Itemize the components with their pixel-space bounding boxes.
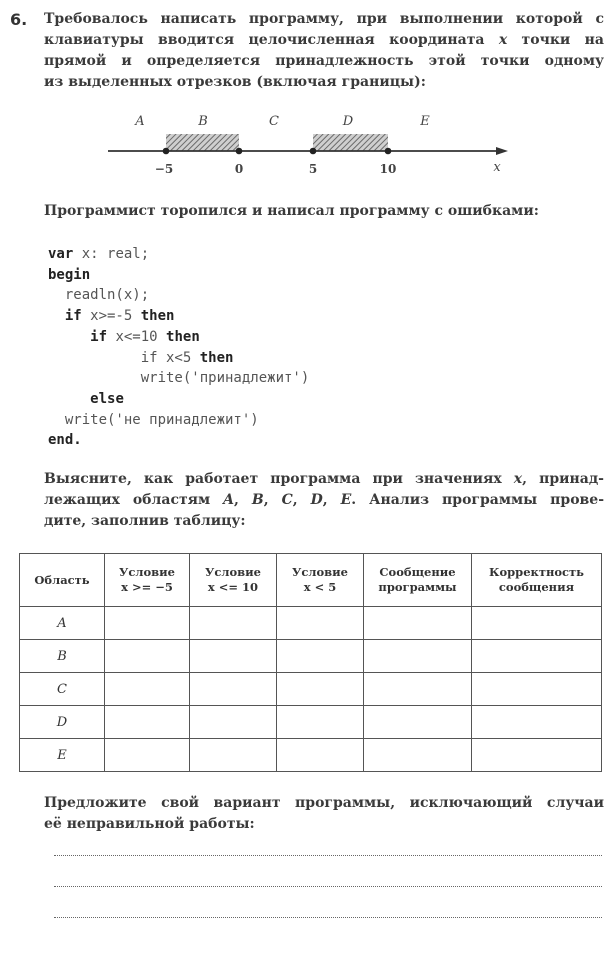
table-row	[20, 607, 602, 640]
answer-cell[interactable]	[472, 607, 602, 640]
row-area-label: D	[20, 706, 105, 739]
intro-line-2: клавиатуры вводится целочисленная координата x точки на	[44, 32, 604, 48]
point-5	[310, 148, 317, 155]
region-label-a: A	[135, 114, 145, 129]
instruction	[44, 469, 604, 532]
answer-line[interactable]	[54, 917, 602, 918]
code-keyword: var	[48, 246, 74, 262]
axis-label-x: x	[493, 160, 501, 175]
code-text: x: real;	[73, 246, 150, 262]
instruction-line-3: дите, заполнив таблицу:	[44, 513, 246, 529]
table-header-cell: Сообщение программы	[364, 554, 472, 607]
code-keyword: end.	[48, 432, 82, 449]
answer-cell[interactable]	[364, 673, 472, 706]
instruction-line-1: Выясните, как работает программа при значениях x, принад-	[44, 471, 604, 487]
table-header-cell: Область	[20, 554, 105, 607]
point-0	[236, 148, 243, 155]
code-text: x>=-5	[81, 308, 141, 325]
table-header-cell: Условие x < 5	[277, 554, 364, 607]
region-label-e: E	[420, 114, 430, 129]
analysis-table	[19, 553, 602, 772]
tick-label-minus-5: −5	[154, 162, 174, 176]
number-line-figure	[0, 100, 608, 185]
table-row	[20, 739, 602, 772]
region-label-c: C	[269, 114, 279, 129]
answer-cell[interactable]	[105, 607, 190, 640]
code-text: if x<5	[140, 349, 200, 366]
intro-line-4: из выделенных отрезков (включая границы):	[44, 74, 426, 90]
answer-cell[interactable]	[190, 607, 277, 640]
table-header-cell: Корректность сообщения	[472, 554, 602, 607]
code-keyword: then	[140, 308, 175, 325]
code-keyword: begin	[48, 266, 91, 283]
table-header-cell: Условие x <= 10	[190, 554, 277, 607]
math-variable: x	[498, 32, 508, 48]
tick-label-10: 10	[379, 162, 397, 176]
answer-cell[interactable]	[472, 706, 602, 739]
region-label-b: B	[198, 114, 208, 129]
answer-cell[interactable]	[277, 607, 364, 640]
answer-cell[interactable]	[105, 673, 190, 706]
segment-d	[313, 134, 388, 151]
code-listing	[48, 244, 309, 451]
answer-cell[interactable]	[364, 706, 472, 739]
tick-label-0: 0	[234, 162, 244, 176]
answer-cell[interactable]	[472, 739, 602, 772]
math-variable: E	[340, 492, 352, 508]
table-row	[20, 706, 602, 739]
intro-line-3: прямой и определяется принадлежность этой точки одному	[44, 53, 604, 69]
table-header-cell: Условие x >= −5	[105, 554, 190, 607]
answer-cell[interactable]	[190, 706, 277, 739]
code-keyword: then	[199, 349, 234, 366]
answer-cell[interactable]	[364, 640, 472, 673]
row-area-label: C	[20, 673, 105, 706]
answer-cell[interactable]	[277, 673, 364, 706]
answer-line[interactable]	[54, 855, 602, 856]
table-header-row	[20, 554, 602, 607]
answer-cell[interactable]	[105, 706, 190, 739]
answer-cell[interactable]	[190, 673, 277, 706]
math-variable: C	[281, 492, 293, 508]
table-row	[20, 640, 602, 673]
answer-cell[interactable]	[472, 673, 602, 706]
code-text: x<=10	[107, 328, 167, 345]
answer-cell[interactable]	[364, 607, 472, 640]
answer-cell[interactable]	[364, 739, 472, 772]
math-variable: x	[513, 471, 523, 487]
programmer-note: Программист торопился и написал программу с ошибками:	[44, 203, 539, 219]
table-row	[20, 673, 602, 706]
code-text: write('не принадлежит')	[64, 411, 259, 428]
math-variable: D	[310, 492, 323, 508]
answer-cell[interactable]	[105, 739, 190, 772]
math-variable: B	[251, 492, 264, 508]
answer-cell[interactable]	[190, 640, 277, 673]
answer-cell[interactable]	[277, 739, 364, 772]
code-text: readln(x);	[64, 287, 150, 304]
final-prompt	[44, 793, 604, 835]
row-area-label: E	[20, 739, 105, 772]
code-keyword: else	[90, 390, 124, 407]
task-number: 6.	[10, 10, 28, 29]
code-keyword: if	[90, 328, 108, 345]
answer-cell[interactable]	[472, 640, 602, 673]
tick-label-5: 5	[308, 162, 318, 176]
intro-line-1: Требовалось написать программу, при выполнении которой с	[44, 11, 604, 27]
code-keyword: if	[64, 308, 82, 325]
code-keyword: then	[166, 328, 200, 345]
answer-cell[interactable]	[277, 640, 364, 673]
instruction-line-2: лежащих областям A, B, C, D, E. Анализ программы прове-	[44, 492, 604, 508]
math-variable: A	[223, 492, 235, 508]
task-intro	[44, 9, 604, 93]
point-minus-5	[163, 148, 170, 155]
answer-cell[interactable]	[190, 739, 277, 772]
answer-cell[interactable]	[105, 640, 190, 673]
row-area-label: A	[20, 607, 105, 640]
code-text: write('принадлежит')	[140, 370, 310, 387]
answer-line[interactable]	[54, 886, 602, 887]
region-label-d: D	[342, 114, 354, 129]
point-10	[385, 148, 392, 155]
segment-b	[166, 134, 239, 151]
final-line-1: Предложите свой вариант программы, исключающий случаи	[44, 795, 604, 811]
axis-arrow-icon	[496, 147, 508, 155]
final-line-2: её неправильной работы:	[44, 816, 255, 832]
row-area-label: B	[20, 640, 105, 673]
answer-cell[interactable]	[277, 706, 364, 739]
